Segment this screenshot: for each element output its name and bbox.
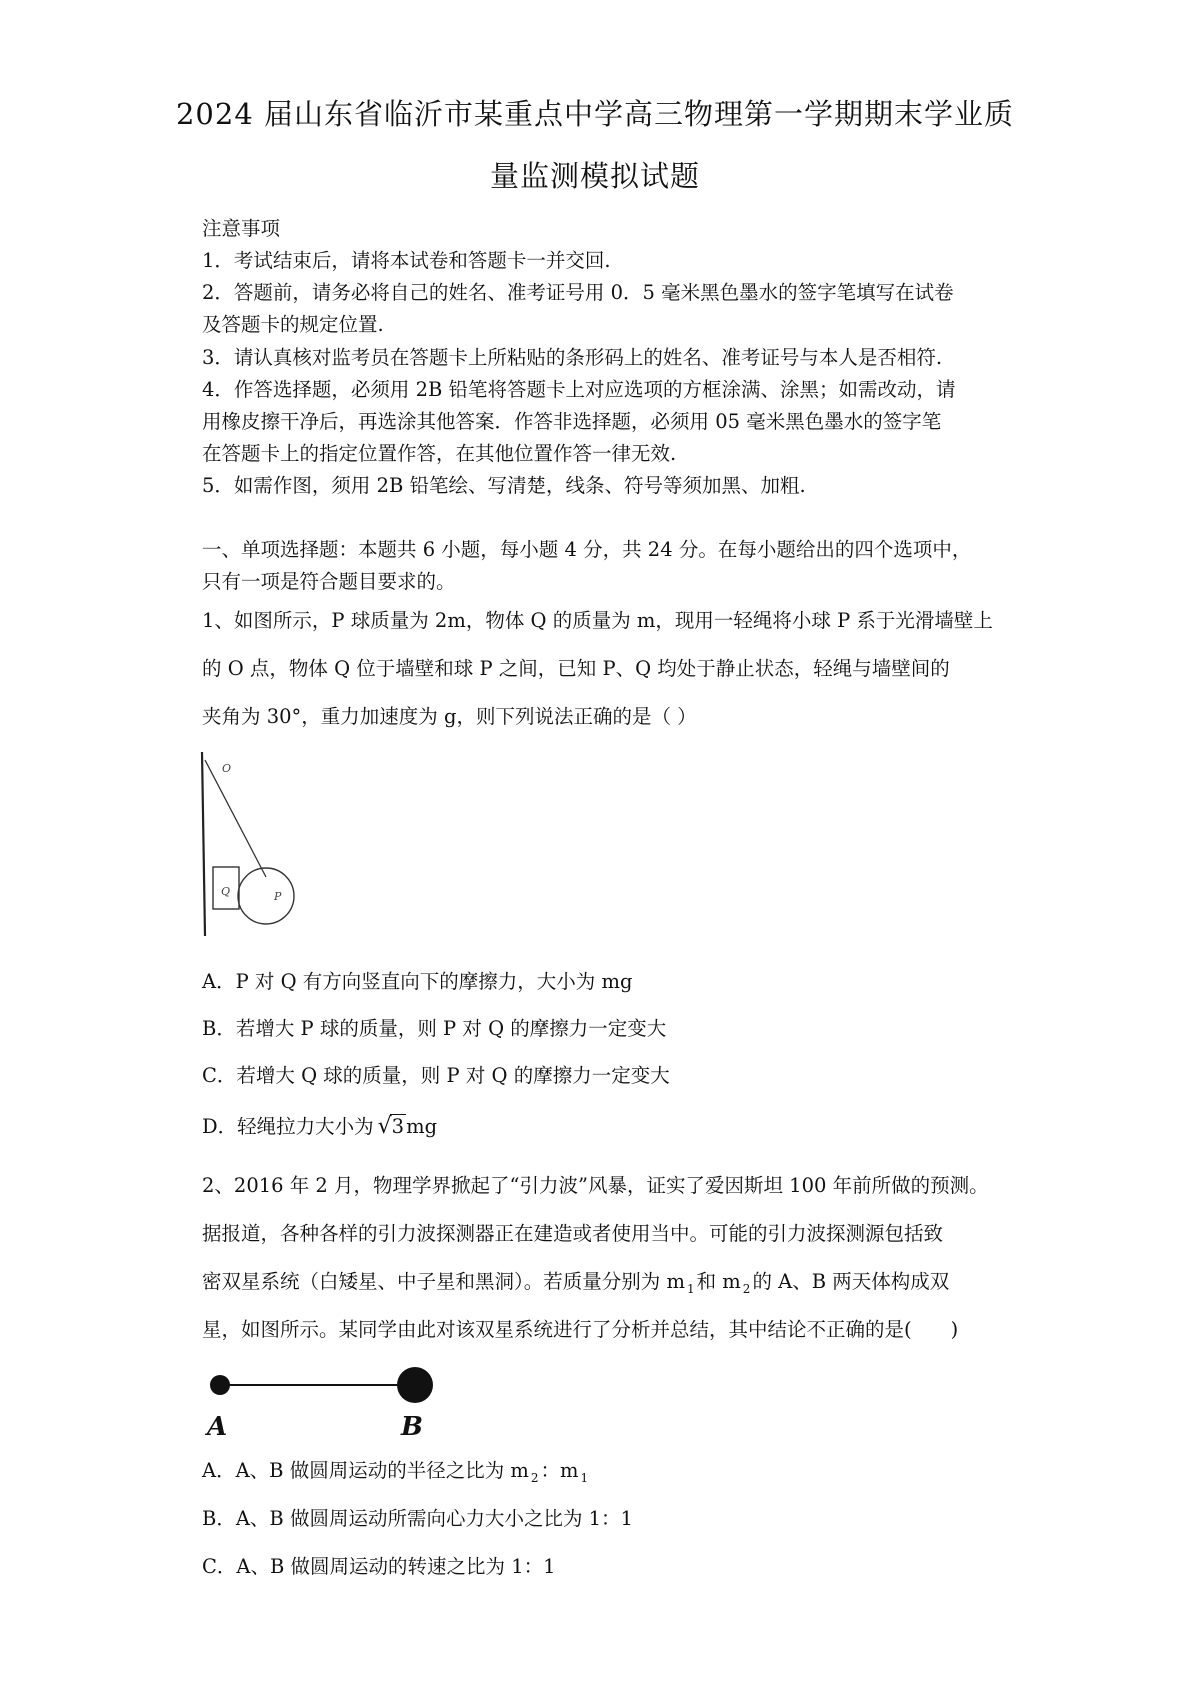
notice-line-5: 4．作答选择题，必须用 2B 铅笔将答题卡上对应选项的方框涂满、涂黑；如需改动，请 [202, 378, 956, 401]
notice-line-3: 及答题卡的规定位置. [202, 313, 384, 336]
exam-title-line-2: 量监测模拟试题 [489, 159, 700, 193]
label-a: A [207, 1412, 228, 1441]
q2-option-a-subscript-1: 2 [530, 1471, 539, 1485]
question-1-option-b: B．若增大 P 球的质量，则 P 对 Q 的摩擦力一定变大 [202, 1017, 667, 1040]
question-1-line-2: 的 O 点，物体 Q 位于墙壁和球 P 之间，已知 P、Q 均处于静止状态，轻绳与墙壁间的 [202, 657, 950, 680]
star-b [397, 1367, 433, 1403]
label-b: B [401, 1412, 423, 1441]
star-a [210, 1375, 230, 1395]
rope-line [205, 760, 266, 877]
option-d-suffix: mg [406, 1115, 438, 1138]
question-2-line-2: 据报道，各种各样的引力波探测器正在建造或者使用当中。可能的引力波探测源包括致 [202, 1222, 944, 1245]
sqrt-expression: √3 [377, 1114, 405, 1139]
label-q: Q [221, 885, 231, 898]
notice-heading: 注意事项 [202, 217, 281, 240]
q2-option-a-text-1: A．A、B 做圆周运动的半径之比为 m [202, 1459, 529, 1482]
notice-line-6: 用橡皮擦干净后，再选涂其他答案．作答非选择题，必须用 05 毫米黑色墨水的签字笔 [202, 410, 942, 433]
question-2-option-b: B．A、B 做圆周运动所需向心力大小之比为 1：1 [202, 1507, 633, 1530]
question-2-line-1: 2、2016 年 2 月，物理学界掀起了“引力波”风暴，证实了爱因斯坦 100 年前所做的预测。 [202, 1174, 989, 1197]
question-2-option-a [202, 1455, 590, 1485]
label-o: O [222, 762, 232, 775]
notice-line-7: 在答题卡上的指定位置作答，在其他位置作答一律无效. [202, 442, 677, 465]
question-1-figure [196, 750, 306, 940]
label-p: P [274, 890, 282, 903]
question-2-line-4: 星，如图所示。某同学由此对该双星系统进行了分析并总结，其中结论不正确的是( ) [202, 1318, 959, 1341]
q2-option-a-text-2: ：m [540, 1459, 579, 1482]
subscript-2: 2 [742, 1282, 751, 1296]
question-1-option-d [202, 1111, 437, 1139]
subscript-1: 1 [686, 1282, 695, 1296]
notice-line-8: 5．如需作图，须用 2B 铅笔绘、写清楚，线条、符号等须加黑、加粗. [202, 474, 806, 497]
exam-title-line-1: 2024 届山东省临沂市某重点中学高三物理第一学期期末学业质 [175, 97, 1015, 131]
question-1-option-a: A．P 对 Q 有方向竖直向下的摩擦力，大小为 mg [202, 970, 633, 993]
question-1-option-c: C．若增大 Q 球的质量，则 P 对 Q 的摩擦力一定变大 [202, 1064, 670, 1087]
section-1-instructions-line-1: 一、单项选择题：本题共 6 小题，每小题 4 分，共 24 分。在每小题给出的四个选项中， [202, 538, 972, 561]
sqrt-radicand: 3 [391, 1115, 405, 1138]
q2-line3-part-c: 的 A、B 两天体构成双 [752, 1270, 950, 1293]
wall-line [202, 752, 205, 936]
q2-line3-part-b: 和 m [696, 1270, 741, 1293]
q2-option-a-subscript-2: 1 [580, 1471, 589, 1485]
q2-line3-part-a: 密双星系统（白矮星、中子星和黑洞）。若质量分别为 m [202, 1270, 685, 1293]
question-1-line-1: 1、如图所示，P 球质量为 2m，物体 Q 的质量为 m，现用一轻绳将小球 P 系于光滑墙壁上 [202, 609, 993, 632]
notice-line-4: 3．请认真核对监考员在答题卡上所粘贴的条形码上的姓名、准考证号与本人是否相符. [202, 346, 943, 369]
notice-line-1: 1．考试结束后，请将本试卷和答题卡一并交回. [202, 249, 611, 272]
section-1-instructions-line-2: 只有一项是符合题目要求的。 [202, 570, 456, 593]
question-1-line-3: 夹角为 30°，重力加速度为 g，则下列说法正确的是（ ） [202, 705, 697, 728]
notice-line-2: 2．答题前，请务必将自己的姓名、准考证号用 0．5 毫米黑色墨水的签字笔填写在试卷 [202, 281, 954, 304]
question-2-figure [205, 1363, 445, 1441]
option-d-prefix: D．轻绳拉力大小为 [202, 1115, 374, 1138]
question-2-option-c: C．A、B 做圆周运动的转速之比为 1：1 [202, 1555, 556, 1578]
question-2-line-3 [202, 1266, 949, 1296]
